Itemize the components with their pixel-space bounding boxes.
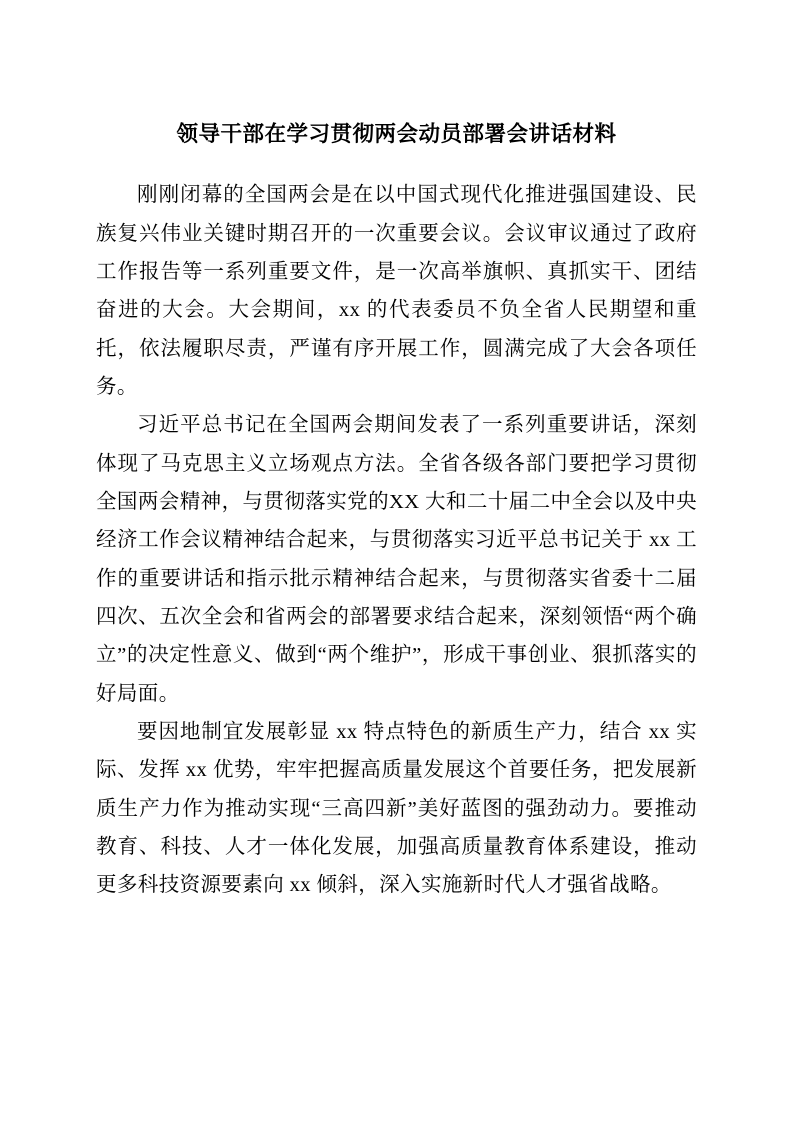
paragraph-1: 刚刚闭幕的全国两会是在以中国式现代化推进强国建设、民族复兴伟业关键时期召开的一次重要会议。会议审议通过了政府工作报告等一系列重要文件，是一次高举旗帜、真抓实干、团结奋进的大会。大会期间，xx 的代表委员不负全省人民期望和重托，依法履职尽责，严谨有序开展工作，圆满完成了大会各项任务。	[96, 184, 697, 398]
paragraph-3: 要因地制宜发展彰显 xx 特点特色的新质生产力，结合 xx 实际、发挥 xx 优势，牢牢把握高质量发展这个首要任务，把发展新质生产力作为推动实现“三高四新”美好蓝图的强劲动力。要推动教育、科技、人才一体化发展，加强高质量教育体系建设，推动更多科技资源要素向 xx 倾斜，深入实施新时代人才强省战略。	[96, 720, 697, 897]
paragraph-2: 习近平总书记在全国两会期间发表了一系列重要讲话，深刻体现了马克思主义立场观点方法。全省各级各部门要把学习贯彻全国两会精神，与贯彻落实党的XX 大和二十届二中全会以及中央经济工作会议精神结合起来，与贯彻落实习近平总书记关于 xx 工作的重要讲话和指示批示精神结合起来，与贯彻落实省委十二届四次、五次全会和省两会的部署要求结合起来，深刻领悟“两个确立”的决定性意义、做到“两个维护”，形成干事创业、狠抓落实的好局面。	[96, 414, 697, 705]
page-title: 领导干部在学习贯彻两会动员部署会讲话材料	[176, 122, 617, 146]
